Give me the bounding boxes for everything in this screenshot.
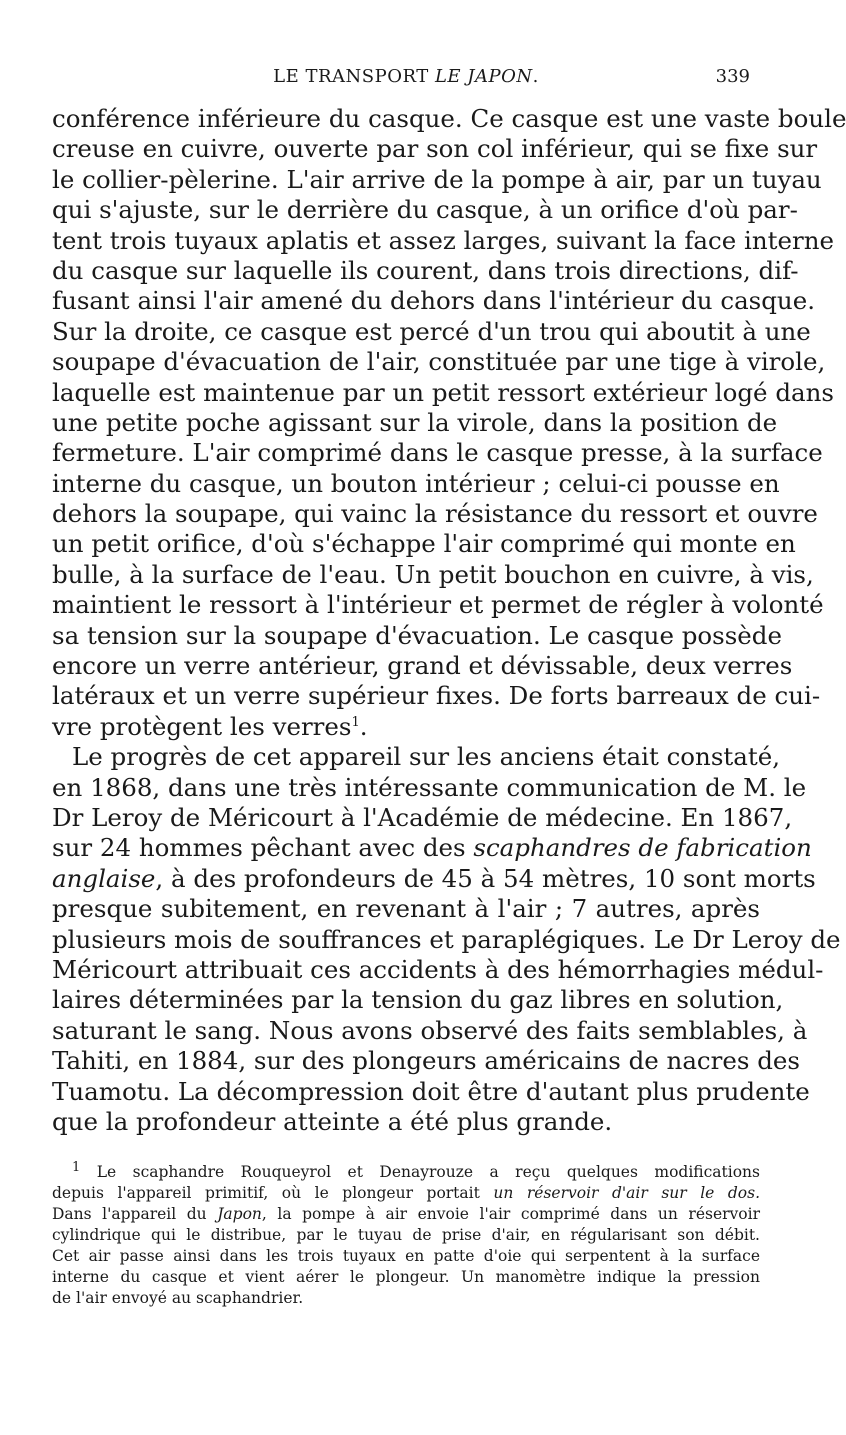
text-line: Dr Leroy de Méricourt à l'Académie de médecine. En 1867, bbox=[52, 802, 793, 832]
text-line: que la profondeur atteinte a été plus grande. bbox=[52, 1106, 613, 1136]
text-line: fermeture. L'air comprimé dans le casque presse, à la surface bbox=[52, 438, 823, 468]
text-line: une petite poche agissant sur la virole, dans la position de bbox=[52, 407, 778, 437]
text-line: le collier-pèlerine. L'air arrive de la pompe à air, par un tuyau bbox=[52, 164, 822, 194]
text-line bbox=[52, 833, 812, 863]
running-head bbox=[52, 66, 760, 96]
text-run: sur 24 hommes pêchant avec des bbox=[52, 833, 466, 863]
text-line: plusieurs mois de souffrances et paraplégiques. Le Dr Leroy de bbox=[52, 924, 841, 954]
footnote-line: de l'air envoyé au scaphandrier. bbox=[52, 1289, 304, 1307]
footnote bbox=[52, 1159, 761, 1309]
text-line: Sur la droite, ce casque est percé d'un trou qui aboutit à une bbox=[52, 316, 811, 346]
text-line: laquelle est maintenue par un petit ressort extérieur logé dans bbox=[52, 377, 834, 407]
text-run: Le scaphandre Rouqueyrol et Denayrouze a reçu quelques modifications bbox=[80, 1163, 760, 1181]
text-line: dehors la soupape, qui vainc la résistance du ressort et ouvre bbox=[52, 499, 818, 529]
body-text bbox=[52, 104, 846, 1137]
italic-run: un réservoir d'air sur le dos. bbox=[493, 1184, 761, 1202]
text-line: vre protègent les verres$^1$. bbox=[52, 711, 368, 741]
text-line: en 1868, dans une très intéressante communication de M. le bbox=[52, 772, 807, 802]
text-line: presque subitement, en revenant à l'air ; 7 autres, après bbox=[52, 894, 760, 924]
text-line: conférence inférieure du casque. Ce casque est une vaste boule bbox=[52, 104, 846, 133]
text-line: Tuamotu. La décompression doit être d'autant plus prudente bbox=[52, 1076, 810, 1106]
text-line: fusant ainsi l'air amené du dehors dans l'intérieur du casque. bbox=[52, 286, 815, 316]
text-line bbox=[52, 863, 816, 894]
text-line: Le progrès de cet appareil sur les anciens était constaté, bbox=[72, 742, 780, 772]
text-line: du casque sur laquelle ils courent, dans trois directions, dif- bbox=[52, 255, 799, 285]
footnote-line bbox=[52, 1183, 760, 1204]
text-line: maintient le ressort à l'intérieur et permet de régler à volonté bbox=[52, 590, 824, 620]
italic-run: scaphandres de fabrication bbox=[473, 833, 812, 863]
footnote-line bbox=[52, 1204, 760, 1225]
running-title-italic: LE JAPON bbox=[434, 66, 533, 87]
text-line: interne du casque, un bouton intérieur ; celui-ci pousse en bbox=[52, 468, 780, 498]
page-number: 339 bbox=[715, 66, 750, 87]
italic-run: Japon bbox=[217, 1205, 262, 1223]
footnote-reference: 1 bbox=[351, 714, 360, 730]
text-line: Méricourt attribuait ces accidents à des hémorrhagies médul- bbox=[52, 954, 824, 984]
text-run: , la pompe à air envoie l'air comprimé dans un réservoir bbox=[261, 1205, 761, 1223]
running-title-prefix: LE TRANSPORT bbox=[273, 66, 435, 87]
text-line: sa tension sur la soupape d'évacuation. Le casque possède bbox=[52, 620, 782, 650]
text-line: saturant le sang. Nous avons observé des faits semblables, à bbox=[52, 1015, 808, 1045]
text-run: vre protègent les verres bbox=[52, 711, 352, 741]
text-line: creuse en cuivre, ouverte par son col inférieur, qui se fixe sur bbox=[52, 134, 818, 164]
italic-run: anglaise bbox=[52, 863, 156, 893]
footnote-line: cylindrique qui le distribue, par le tuyau de prise d'air, en régularisant son débit. bbox=[52, 1226, 760, 1244]
text-line: un petit orifice, d'où s'échappe l'air comprimé qui monte en bbox=[52, 529, 796, 559]
running-title-suffix: . bbox=[532, 66, 539, 87]
text-line: bulle, à la surface de l'eau. Un petit bouchon en cuivre, à vis, bbox=[52, 559, 814, 589]
text-run: Dans l'appareil du bbox=[52, 1205, 207, 1223]
footnote-marker: 1 bbox=[72, 1159, 81, 1175]
text-line: latéraux et un verre supérieur fixes. De forts barreaux de cui- bbox=[52, 681, 821, 711]
footnote-line: Cet air passe ainsi dans les trois tuyaux en patte d'oie qui serpentent à la surface bbox=[52, 1247, 760, 1265]
text-line: laires déterminées par la tension du gaz libres en solution, bbox=[52, 985, 784, 1015]
text-line: soupape d'évacuation de l'air, constituée par une tige à virole, bbox=[52, 347, 826, 377]
text-run: , à des profondeurs de 45 à 54 mètres, 10 sont morts bbox=[155, 863, 816, 893]
footnote-line bbox=[52, 1159, 760, 1183]
text-line: qui s'ajuste, sur le derrière du casque, à un orifice d'où par- bbox=[52, 195, 798, 225]
text-line: encore un verre antérieur, grand et dévissable, deux verres bbox=[52, 651, 793, 681]
footnote-line: interne du casque et vient aérer le plongeur. Un manomètre indique la pression bbox=[52, 1268, 760, 1286]
text-line: Tahiti, en 1884, sur des plongeurs américains de nacres des bbox=[52, 1046, 800, 1076]
text-run: depuis l'appareil primitif, où le plongeur portait bbox=[52, 1184, 480, 1202]
text-line: tent trois tuyaux aplatis et assez larges, suivant la face interne bbox=[52, 225, 834, 255]
running-title bbox=[52, 66, 760, 87]
